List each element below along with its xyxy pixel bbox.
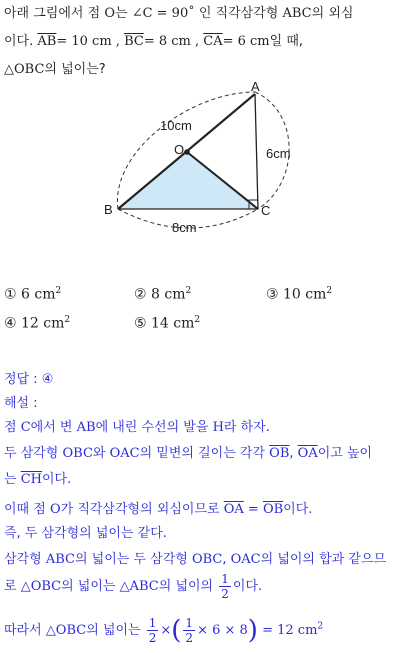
text: 이다.: [4, 34, 38, 49]
text: 에 내린 수선의 발을: [95, 420, 213, 435]
text: 는: [4, 472, 21, 487]
segment-ob: $\overline{OB}$: [269, 446, 290, 461]
choice-mark: ②: [134, 286, 147, 303]
triangle-obc: OBC: [62, 446, 93, 461]
choice-3[interactable]: [266, 286, 332, 303]
product: × 6 × 8: [197, 623, 248, 638]
question-line-3: [4, 58, 106, 77]
solution-line-2: [4, 442, 372, 461]
text: 이다.: [232, 579, 263, 594]
choice-unit: cm: [164, 286, 186, 303]
text: 이때 점: [4, 502, 50, 517]
choice-4[interactable]: [4, 315, 70, 332]
segment-bc: $\overline{BC}$: [124, 34, 144, 49]
segment-ca: $\overline{CA}$: [203, 34, 223, 49]
text: 의 넓이는?: [44, 62, 106, 77]
solution-line-6: [4, 548, 386, 567]
text: 의 밑변의 길이는 각각: [139, 446, 270, 461]
triangle-obc: △OBC: [4, 62, 45, 77]
label-o: O: [174, 142, 185, 157]
text: 이고 높이: [317, 446, 373, 461]
question-line-1: [4, 2, 353, 21]
text: 는: [114, 6, 132, 21]
numerator: 1: [148, 616, 157, 630]
text: 즉, 두 삼각형의 넓이는 같다.: [4, 526, 167, 541]
triangle-obc-shaded: [118, 152, 258, 209]
segment-oa: $\overline{OA}$: [297, 446, 318, 461]
triangle-abc: ABC: [45, 552, 75, 567]
choice-exp: 2: [64, 315, 71, 325]
label-ab-length: 10cm: [160, 118, 192, 133]
solution-line-1: [4, 416, 270, 435]
point-c: C: [20, 420, 31, 435]
text: 에서 변: [30, 420, 77, 435]
choice-value: 14: [151, 315, 169, 332]
text: 가 직각삼각형의 외심이므로: [60, 502, 224, 517]
choice-unit: cm: [43, 315, 65, 332]
heading: 해설 :: [4, 396, 38, 411]
label-c: C: [261, 203, 271, 218]
choice-mark: ①: [4, 286, 17, 303]
point-o: O: [104, 6, 115, 21]
segment-ob: $\overline{OB}$: [262, 502, 284, 517]
triangle-obc: OBC: [191, 552, 223, 567]
answer: 정답 : ④: [4, 372, 54, 387]
result-exp: 2: [317, 621, 324, 632]
equals: =: [243, 502, 263, 517]
choice-unit: cm: [305, 286, 327, 303]
fraction-half: [219, 572, 231, 601]
fraction-half: [183, 616, 195, 645]
choice-exp: 2: [326, 286, 333, 296]
choice-value: 12: [21, 315, 39, 332]
triangle-obc: △OBC: [20, 579, 62, 594]
text: 두 삼각형: [4, 446, 63, 461]
times: ×: [160, 623, 172, 638]
choice-exp: 2: [185, 286, 192, 296]
text: 라 하자.: [223, 420, 270, 435]
fraction-half: [147, 616, 159, 645]
choice-exp: 2: [194, 315, 201, 325]
choice-mark: ④: [4, 315, 17, 332]
text: 와: [92, 446, 110, 461]
choice-unit: cm: [173, 315, 195, 332]
triangle-obc: △OBC: [45, 623, 87, 638]
side-ac: [255, 94, 258, 209]
choice-value: 10: [283, 286, 301, 303]
choice-mark: ③: [266, 286, 279, 303]
text: 이다.: [283, 502, 313, 517]
choice-5[interactable]: [134, 315, 200, 332]
label-bc-length: 8cm: [172, 220, 197, 235]
paren-open: (: [171, 615, 182, 646]
solution-line-4: [4, 498, 312, 517]
text: ,: [289, 446, 298, 461]
text: 점: [4, 420, 21, 435]
choice-mark: ⑤: [134, 315, 147, 332]
paren-close: ): [247, 615, 258, 646]
text: 일 때,: [269, 34, 304, 49]
angle-condition: ∠C = 90˚: [131, 6, 195, 21]
text: 의 넓이는: [86, 623, 145, 638]
question-line-2: [4, 30, 303, 49]
triangle-abc: ABC: [282, 6, 312, 21]
segment-ab: $\overline{AB}$: [37, 34, 57, 49]
solution-line-5: [4, 522, 167, 541]
solution-heading: [4, 392, 38, 411]
solution-line-7: [4, 572, 262, 601]
text: 따라서: [4, 623, 46, 638]
choice-exp: 2: [55, 286, 62, 296]
label-b: B: [104, 202, 113, 217]
choice-value: 6: [21, 286, 30, 303]
choice-value: 8: [151, 286, 160, 303]
text: 의 외심: [311, 6, 354, 21]
choice-1[interactable]: [4, 286, 61, 303]
text: 인 직각삼각형: [194, 6, 283, 21]
result: = 12 cm: [257, 623, 318, 638]
text: 의 넓이는: [61, 579, 120, 594]
segment-oa: $\overline{OA}$: [223, 502, 244, 517]
solution-line-8: [4, 616, 323, 645]
numerator: 1: [185, 616, 194, 630]
point-h: H: [212, 420, 224, 435]
text: 의 넓이는 두 삼각형: [74, 552, 192, 567]
point-o-dot: [184, 149, 190, 155]
choice-unit: cm: [34, 286, 56, 303]
choice-2[interactable]: [134, 286, 191, 303]
triangle-oac: OAC: [109, 446, 140, 461]
text: ,: [222, 552, 231, 567]
text: 의 넓이의 합과 같으므: [260, 552, 387, 567]
denominator: 2: [221, 587, 229, 601]
text: 이다.: [42, 472, 72, 487]
segment-ch: $\overline{CH}$: [20, 472, 42, 487]
triangle-figure: [0, 82, 400, 242]
text: 삼각형: [4, 552, 46, 567]
label-a: A: [251, 82, 260, 94]
text: 아래 그림에서 점: [4, 6, 105, 21]
point-o: O: [49, 502, 61, 517]
denominator: 2: [185, 631, 194, 645]
triangle-abc: △ABC: [119, 579, 159, 594]
triangle-oac: OAC: [230, 552, 261, 567]
denominator: 2: [148, 631, 157, 645]
label-ac-length: 6cm: [266, 146, 291, 161]
answer-line: [4, 368, 53, 387]
text: 의 넓이의: [158, 579, 218, 594]
ab-length: = 10 cm ,: [56, 34, 125, 49]
ca-length: = 6 cm: [222, 34, 270, 49]
side-ab-text: AB: [76, 420, 96, 435]
text: 로: [4, 579, 21, 594]
bc-length: = 8 cm ,: [143, 34, 204, 49]
numerator: 1: [221, 572, 229, 586]
solution-line-3: [4, 468, 71, 487]
